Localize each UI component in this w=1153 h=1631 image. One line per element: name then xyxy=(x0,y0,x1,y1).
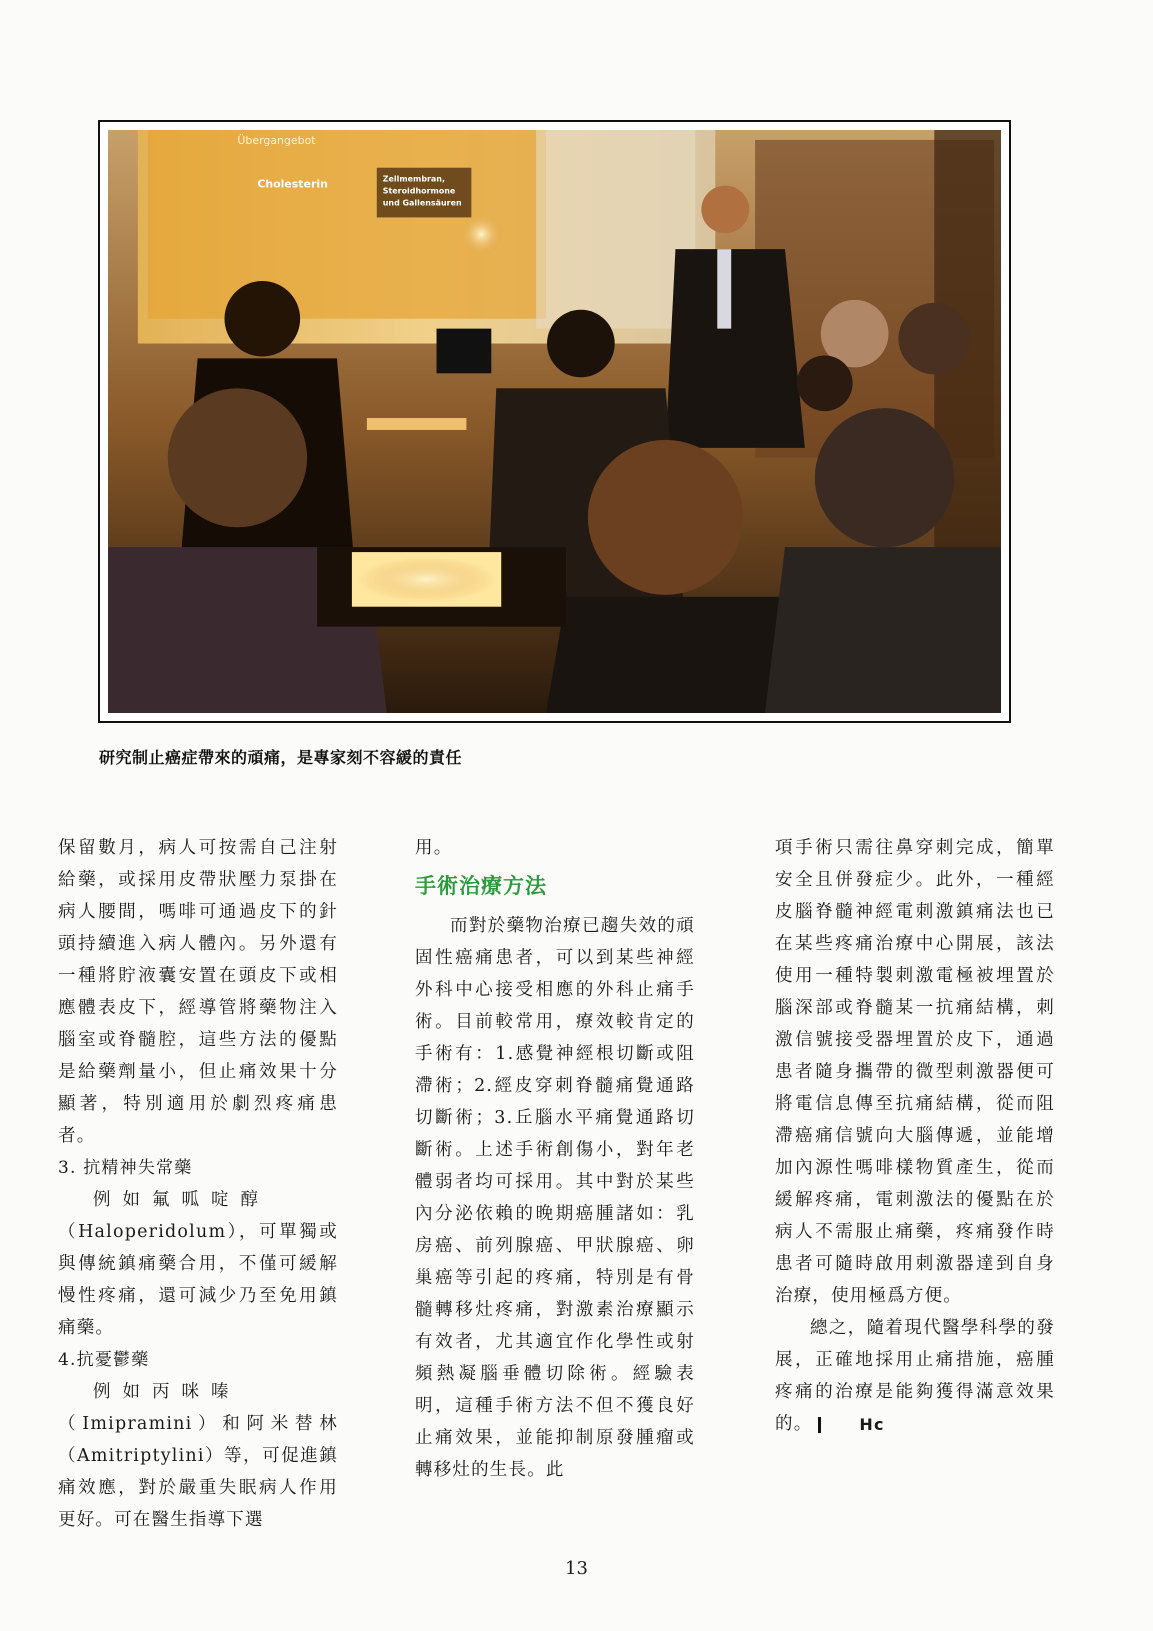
column-2-continuation: 用。 xyxy=(415,838,453,858)
slide-box-line1: Zellmembran, xyxy=(382,174,445,184)
lecture-photo xyxy=(108,130,1001,713)
column-2-paragraph-1: 而對於藥物治療已趨失效的頑固性癌痛患者，可以到某些神經外科中心接受相應的外科止痛手術。目前較常用，療效較肯定的手術有：1.感覺神經根切斷或阻滯術；2.經皮穿刺脊髓痛覺通路切斷術；3.丘腦水平痛覺通路切斷術。上述手術創傷小，對年老體弱者均可採用。其中對於某些內分泌依賴的晚期癌腫諸如：乳房癌、前列腺癌、甲狀腺癌、卵巢癌等引起的疼痛，特別是有骨髓轉移灶疼痛，對激素治療顯示有效者，尤其適宜作化學性或射頻熱凝腦垂體切除術。經驗表明，這種手術方法不但不獲良好止痛效果，並能抑制原發腫瘤或轉移灶的生長。此 xyxy=(415,916,695,1480)
column-1-paragraph-1: 保留數月，病人可按需自己注射給藥，或採用皮帶狀壓力泵掛在病人腰間，嗎啡可通過皮下的針頭持續進入病人體內。另外還有一種將貯液囊安置在頭皮下或相應體表皮下，經導管將藥物注入腦室或脊髓腔，這些方法的優點是給藥劑量小，但止痛效果十分顯著，特別適用於劇烈疼痛患者。 xyxy=(58,838,338,1146)
page-number: 13 xyxy=(565,1558,588,1579)
column-3-paragraph-2-text: 總之，隨着現代醫學科學的發展，正確地採用止痛措施，癌腫疼痛的治療是能夠獲得滿意效果的。 xyxy=(775,1318,1055,1434)
column-1-paragraph-3: （Imipramini）和阿米替林（Amitriptylini）等，可促進鎮痛效應，對於嚴重失眠病人作用更好。可在醫生指導下選 xyxy=(58,1414,338,1530)
column-1-paragraph-3-lead: 例如丙咪嗪 xyxy=(93,1382,241,1402)
column-1 xyxy=(58,832,338,1536)
column-3-paragraph-2 xyxy=(775,1312,1055,1440)
column-2 xyxy=(415,832,695,1486)
slide-label: Cholesterin xyxy=(257,177,328,191)
column-1-paragraph-2: （Haloperidolum），可單獨或與傳統鎮痛藥合用，不僅可緩解慢性疼痛，還可減少乃至免用鎮痛藥。 xyxy=(58,1222,338,1338)
slide-box-line3: und Gallensäuren xyxy=(382,198,462,208)
lecture-photo-illustration xyxy=(108,130,1001,713)
section-title-surgery: 手術治療方法 xyxy=(415,874,547,898)
slide-header: Übergangebot xyxy=(237,133,316,147)
column-3-paragraph-1: 項手術只需往鼻穿刺完成，簡單安全且併發症少。此外，一種經皮腦脊髓神經電刺激鎮痛法也已在某些疼痛治療中心開展，該法使用一種特製刺激電極被埋置於腦深部或脊髓某一抗痛結構，刺激信號接受器埋置於皮下，通過患者隨身攜帶的微型刺激器便可將電信息傳至抗痛結構，從而阻滯癌痛信號向大腦傳遞，並能增加內源性嗎啡樣物質產生，從而緩解疼痛，電刺激法的優點在於病人不需服止痛藥，疼痛發作時患者可隨時啟用刺激器達到自身治療，使用極爲方便。 xyxy=(775,838,1055,1306)
slide-box-line2: Steroidhormone xyxy=(382,186,456,196)
heading-antidepressants: 4.抗憂鬱藥 xyxy=(58,1350,150,1370)
heading-antipsychotics: 3. 抗精神失常藥 xyxy=(58,1158,193,1178)
photo-frame xyxy=(98,120,1011,723)
photo-caption: 研究制止癌症帶來的頑痛，是專家刻不容緩的責任 xyxy=(99,748,463,767)
column-3 xyxy=(775,832,1055,1440)
magazine-logo: Hc xyxy=(818,1417,884,1433)
column-1-paragraph-2-lead: 例如氟呱啶醇 xyxy=(93,1190,270,1210)
